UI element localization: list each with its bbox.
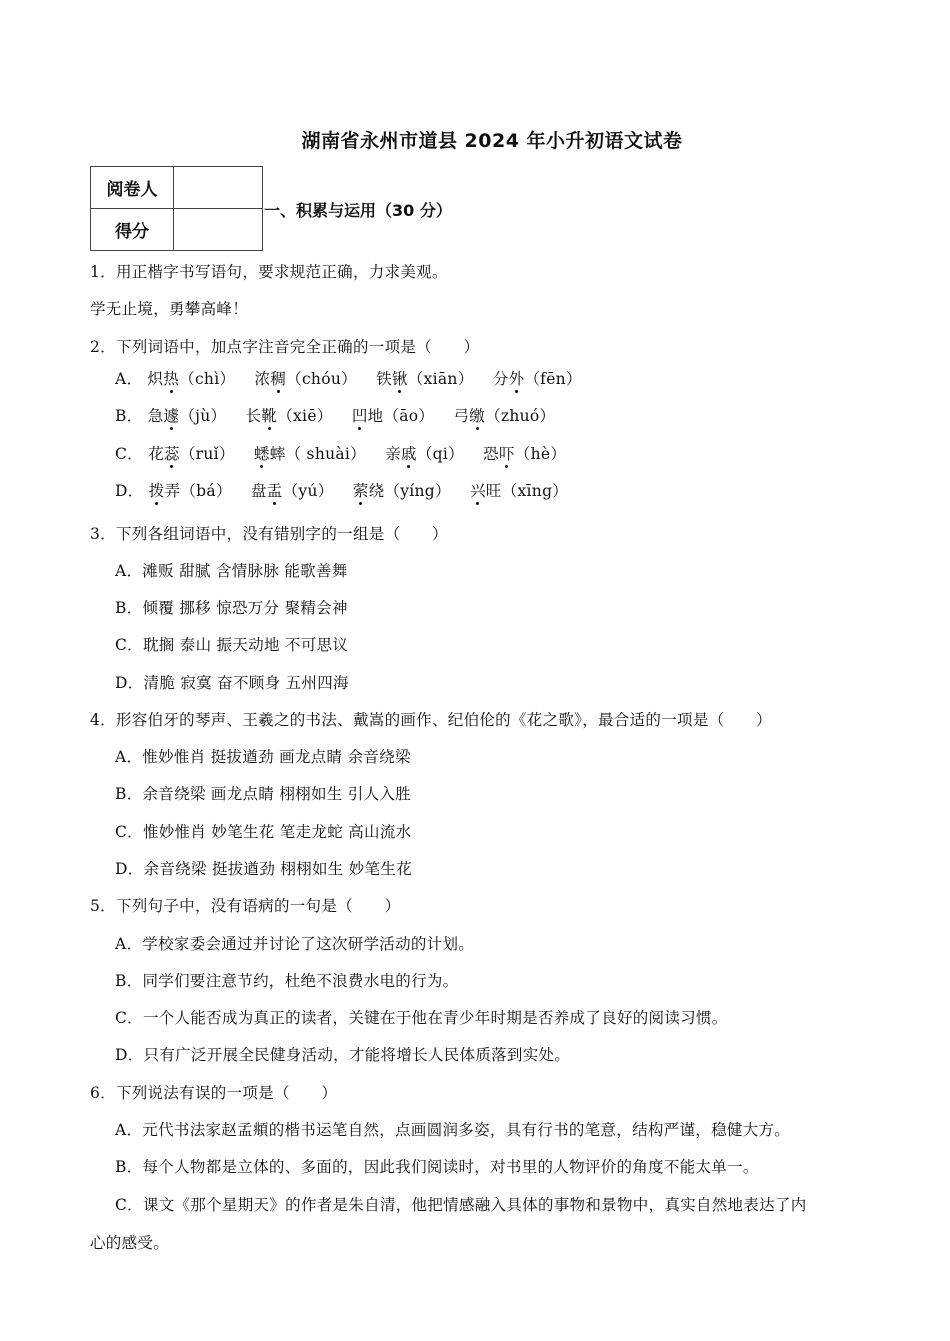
word-item: 铁锹（xiān） [376, 370, 474, 388]
score-label: 得分 [91, 209, 174, 251]
question-3-option-a: A．滩贩 甜腻 含情脉脉 能歌善舞 [115, 562, 348, 580]
dotted-char: 戚 [401, 445, 417, 463]
question-5-option-b: B．同学们要注意节约，杜绝不浪费水电的行为。 [115, 972, 459, 990]
dotted-char: 外 [508, 370, 525, 388]
word-item: 急遽（jù） [147, 407, 227, 425]
question-3-stem: 3．下列各组词语中，没有错别字的一组是（ ） [90, 525, 448, 543]
dotted-char: 凹 [351, 407, 368, 425]
word-item: 炽热（chì） [147, 370, 236, 388]
question-4-option-d: D．余音绕梁 挺拔遒劲 栩栩如生 妙笔生花 [115, 860, 413, 878]
option-letter: B． [115, 407, 143, 425]
question-1-sentence: 学无止境，勇攀高峰！ [90, 300, 249, 318]
dotted-char: 吓 [498, 445, 515, 463]
option-letter: C． [115, 445, 143, 463]
question-6-option-c: C．课文《那个星期天》的作者是朱自清，他把情感融入具体的事物和景物中，真实自然地表达了内 [115, 1196, 807, 1214]
reviewer-cell [174, 167, 263, 209]
reviewer-label: 阅卷人 [91, 167, 174, 209]
word-item: 弓缴（zhuó） [453, 407, 556, 425]
word-item: 花蕊（ruǐ） [148, 445, 235, 463]
question-2-option-a [115, 367, 596, 389]
dotted-char: 缴 [469, 407, 486, 425]
word-item: 分外（fēn） [492, 370, 582, 388]
question-6-stem: 6．下列说法有误的一项是（ ） [90, 1084, 338, 1102]
option-letter: D． [115, 482, 144, 500]
word-item: 拨弄（bá） [148, 482, 232, 500]
question-3-option-b: B．倾覆 挪移 惊恐万分 聚精会神 [115, 599, 348, 617]
question-2-option-c [115, 442, 580, 464]
grader-table [90, 166, 263, 251]
word-item: 凹地（āo） [351, 407, 435, 425]
question-2-option-b [115, 404, 569, 426]
dotted-char: 蕊 [164, 445, 180, 463]
dotted-char: 盂 [266, 482, 283, 500]
question-3-option-d: D．清脆 寂寞 奋不顾身 五州四海 [115, 674, 349, 692]
option-letter: A． [115, 370, 143, 388]
question-2-option-d [115, 479, 582, 501]
question-3-option-c: C．耽搁 泰山 振天动地 不可思议 [115, 636, 349, 654]
dotted-char: 蟋 [253, 445, 270, 463]
word-item: 浓稠（chóu） [254, 370, 357, 388]
question-4-option-a: A．惟妙惟肖 挺拔遒劲 画龙点睛 余音绕梁 [115, 748, 411, 766]
question-4-stem: 4．形容伯牙的琴声、王羲之的书法、戴嵩的画作、纪伯伦的《花之歌》，最合适的一项是（ ） [90, 711, 772, 729]
question-6-option-c-continuation: 心的感受。 [90, 1234, 170, 1252]
question-4-option-b: B．余音绕梁 画龙点睛 栩栩如生 引人入胜 [115, 785, 411, 803]
question-6-option-a: A．元代书法家赵孟頫的楷书运笔自然，点画圆润多姿，具有行书的笔意，结构严谨，稳健大方。 [115, 1121, 791, 1139]
question-5-option-c: C．一个人能否成为真正的读者，关键在于他在青少年时期是否养成了良好的阅读习惯。 [115, 1009, 728, 1027]
question-1-stem: 1．用正楷字书写语句，要求规范正确，力求美观。 [90, 263, 448, 281]
question-5-option-d: D．只有广泛开展全民健身活动，才能将增长人民体质落到实处。 [115, 1046, 571, 1064]
dotted-char: 兴 [470, 482, 486, 500]
section-heading: 一、积累与运用（30 分） [264, 201, 452, 220]
word-item: 蟋蟀（ shuài） [253, 445, 366, 463]
word-item: 萦绕（yíng） [352, 482, 451, 500]
dotted-char: 遽 [163, 407, 180, 425]
question-4-option-c: C．惟妙惟肖 妙笔生花 笔走龙蛇 高山流水 [115, 823, 412, 841]
dotted-char: 稠 [270, 370, 287, 388]
question-5-stem: 5．下列句子中，没有语病的一句是（ ） [90, 897, 401, 915]
word-item: 兴旺（xīng） [470, 482, 569, 500]
question-6-option-b: B．每个人物都是立体的、多面的，因此我们阅读时，对书里的人物评价的角度不能太单一。 [115, 1158, 759, 1176]
score-cell [174, 209, 263, 251]
question-5-option-a: A．学校家委会通过并讨论了这次研学活动的计划。 [115, 935, 475, 953]
word-item: 盘盂（yú） [250, 482, 334, 500]
exam-title: 湖南省永州市道县 2024 年小升初语文试卷 [301, 130, 683, 152]
dotted-char: 萦 [352, 482, 369, 500]
question-2-stem: 2．下列词语中，加点字注音完全正确的一项是（ ） [90, 338, 480, 356]
dotted-char: 锹 [391, 370, 408, 388]
dotted-char: 热 [163, 370, 180, 388]
dotted-char: 靴 [261, 407, 278, 425]
word-item: 长靴（xiē） [245, 407, 333, 425]
word-item: 亲戚（qi） [385, 445, 464, 463]
word-item: 恐吓（hè） [483, 445, 567, 463]
dotted-char: 拨 [148, 482, 165, 500]
